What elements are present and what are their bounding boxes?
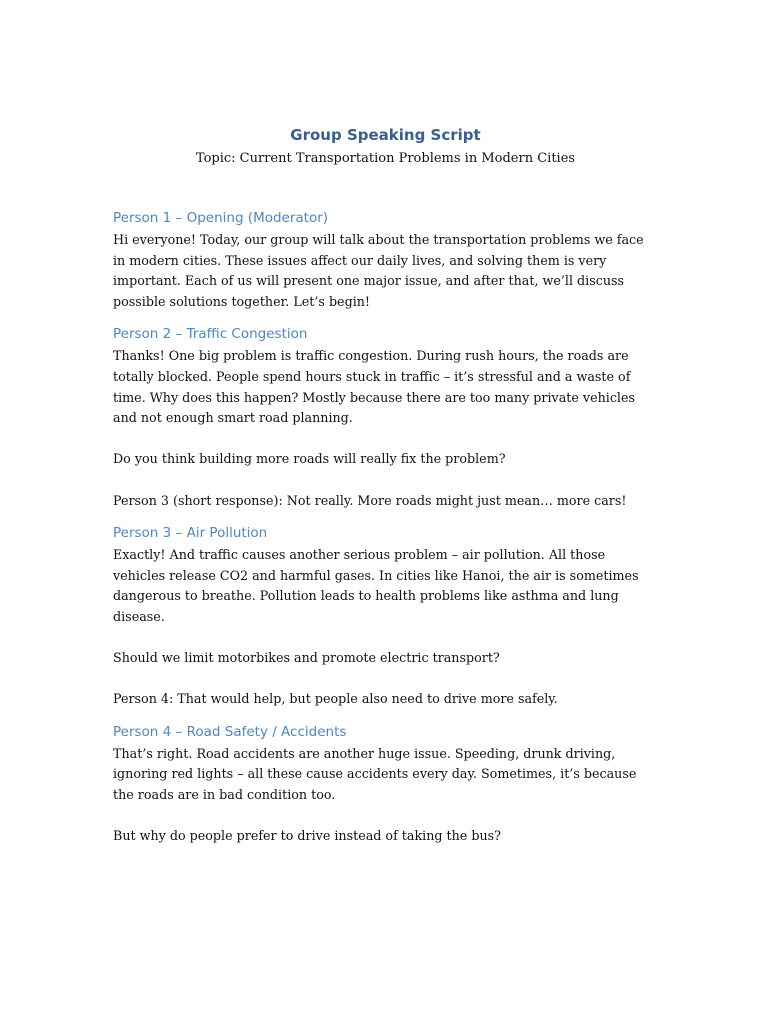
document-title: Group Speaking Script [290, 126, 481, 144]
section-paragraph: Exactly! And traffic causes another serious problem – air pollution. All those vehicles release CO2 and harmful gases. In cities like Hanoi, the air is sometimes dangerous to breathe. Pollution leads to health problems like asthma and lung disease. [113, 547, 639, 624]
section-heading: Person 2 – Traffic Congestion [113, 326, 308, 343]
document-topic: Topic: Current Transportation Problems in Modern Cities [195, 151, 576, 166]
section-heading: Person 4 – Road Safety / Accidents [113, 723, 347, 740]
section-question: Should we limit motorbikes and promote electric transport? [113, 650, 500, 666]
section-paragraph: That’s right. Road accidents are another huge issue. Speeding, drunk driving, ignoring red lights – all these cause accidents every day. Sometimes, it’s because the roads are in bad condition too. [113, 745, 637, 803]
section-person-2 [113, 325, 658, 511]
section-response: Person 3 (short response): Not really. More roads might just mean… more cars! [113, 492, 627, 508]
document-body [113, 125, 658, 847]
section-person-4 [113, 723, 658, 847]
section-person-3 [113, 524, 658, 710]
section-question: Do you think building more roads will really fix the problem? [113, 451, 506, 467]
section-paragraph: Hi everyone! Today, our group will talk about the transportation problems we face in modern cities. These issues affect our daily lives, and solving them is very important. Each of us will present one major issue, and after that, we’ll discuss possible solutions together. Let’s begin! [113, 232, 644, 309]
section-heading: Person 1 – Opening (Moderator) [113, 210, 329, 226]
section-paragraph: Thanks! One big problem is traffic congestion. During rush hours, the roads are totally blocked. People spend hours stuck in traffic – it’s stressful and a waste of time. Why does this happen? Mostly because there are too many private vehicles and not enough smart road planning. [113, 348, 636, 426]
section-question: But why do people prefer to drive instead of taking the bus? [113, 828, 501, 844]
section-heading: Person 3 – Air Pollution [113, 525, 268, 542]
section-person-1 [113, 209, 658, 312]
section-response: Person 4: That would help, but people also need to drive more safely. [113, 691, 558, 707]
